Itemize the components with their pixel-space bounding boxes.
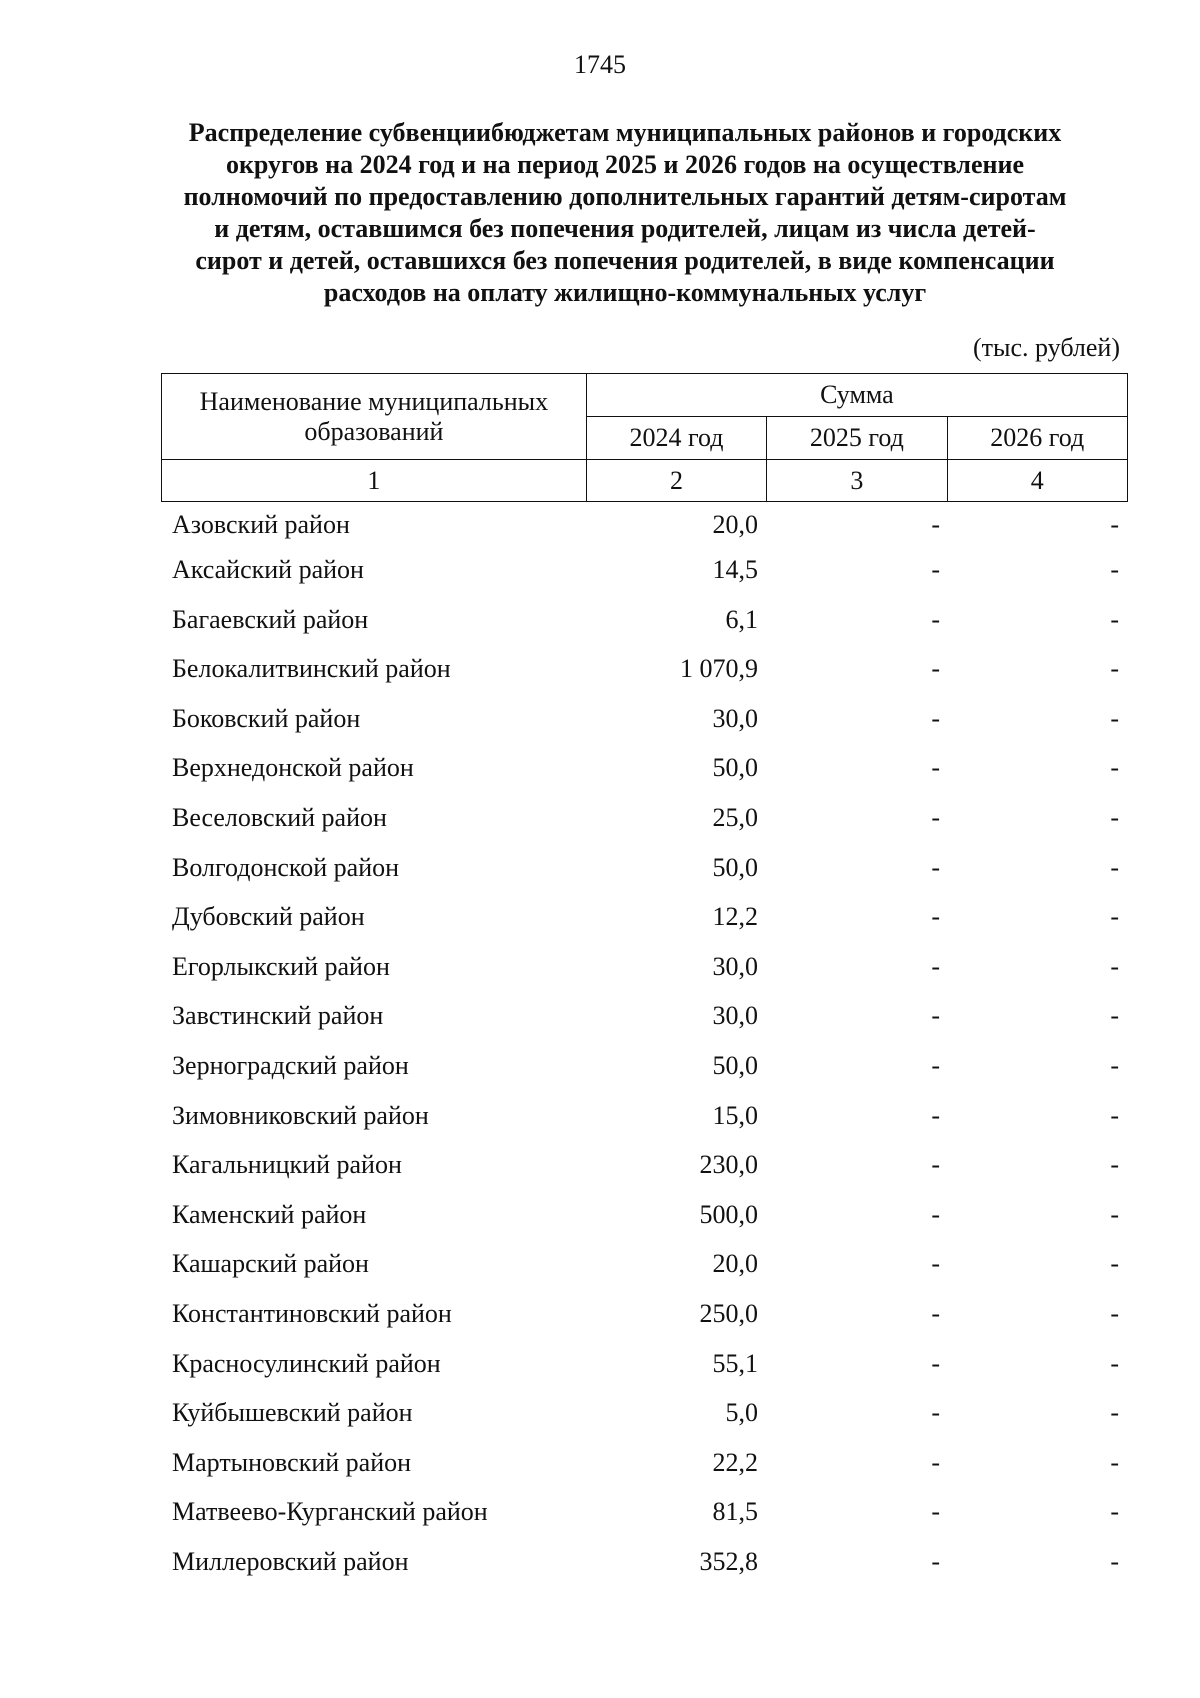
municipality-name: Каменский район (172, 1199, 367, 1229)
table-row (161, 646, 1128, 696)
table-row (161, 1341, 1128, 1391)
amount-2025: - (931, 1398, 940, 1428)
amount-2025: - (931, 555, 940, 584)
amount-2025: - (931, 1497, 940, 1527)
title-line: округов на 2024 год и на период 2025 и 2026 годов на осуществление (225, 150, 1025, 179)
table-row (161, 795, 1128, 845)
header-sum-cell: Сумма (586, 374, 1127, 417)
header-name-cell: Наименование муниципальных образований (162, 374, 587, 460)
amount-2025: - (931, 902, 940, 932)
table-row (161, 597, 1128, 647)
municipality-name: Кашарский район (172, 1249, 369, 1279)
amount-2024: 50,0 (712, 852, 758, 882)
amount-2026: - (1110, 1199, 1119, 1229)
municipality-name: Мартыновский район (172, 1447, 412, 1477)
municipality-name: Веселовский район (172, 802, 387, 832)
amount-2024: 1 070,9 (680, 654, 758, 684)
table-body (161, 502, 1128, 1588)
municipality-name: Егорлыкский район (172, 951, 390, 981)
amount-2025: - (931, 1001, 940, 1031)
amount-2024: 30,0 (712, 1001, 758, 1031)
amount-2025: - (931, 1298, 940, 1328)
column-number-1: 1 (162, 460, 587, 502)
amount-2024: 20,0 (712, 510, 758, 539)
amount-2025: - (931, 1199, 940, 1229)
amount-2024: 500,0 (699, 1199, 758, 1229)
amount-2024: 22,2 (712, 1447, 758, 1477)
amount-2024: 250,0 (699, 1298, 758, 1328)
municipality-name: Константиновский район (172, 1298, 452, 1328)
table-row (161, 1241, 1128, 1291)
title-line: сирот и детей, оставшихся без попечения родителей, в виде компенсации (195, 246, 1055, 275)
table-row (161, 1192, 1128, 1242)
amount-2024: 352,8 (699, 1546, 758, 1576)
municipality-name: Боковский район (172, 703, 361, 733)
amount-2024: 14,5 (712, 555, 758, 584)
amount-2024: 30,0 (712, 951, 758, 981)
table-row (161, 1489, 1128, 1539)
title-line: полномочий по предоставлению дополнительных гарантий детям-сиротам (183, 182, 1067, 211)
amount-2026: - (1110, 1150, 1119, 1180)
column-number-2: 2 (586, 460, 766, 502)
amount-2026: - (1110, 753, 1119, 783)
amount-2025: - (931, 753, 940, 783)
municipality-name: Аксайский район (172, 555, 364, 584)
amount-2026: - (1110, 1050, 1119, 1080)
table-row (161, 894, 1128, 944)
amount-2024: 6,1 (725, 604, 758, 634)
amount-2025: - (931, 604, 940, 634)
amount-2025: - (931, 1100, 940, 1130)
table-row (161, 502, 1128, 547)
table-row (161, 993, 1128, 1043)
municipality-name: Верхнедонской район (172, 753, 414, 783)
table-row (161, 1291, 1128, 1341)
table-row (161, 1390, 1128, 1440)
municipality-name: Красносулинский район (172, 1348, 441, 1378)
amount-2025: - (931, 703, 940, 733)
title-line: Распределение субвенциибюджетам муниципальных районов и городских (188, 118, 1062, 147)
column-number-4: 4 (947, 460, 1127, 502)
amount-2024: 81,5 (712, 1497, 758, 1527)
table-header (161, 373, 1128, 502)
amount-2024: 25,0 (712, 802, 758, 832)
table-row (161, 1440, 1128, 1490)
amount-2026: - (1110, 1398, 1119, 1428)
amount-2026: - (1110, 1249, 1119, 1279)
table-row (161, 1043, 1128, 1093)
title-line: расходов на оплату жилищно-коммунальных услуг (323, 278, 927, 307)
municipality-name: Азовский район (172, 510, 350, 539)
amount-2026: - (1110, 510, 1119, 539)
amount-2026: - (1110, 1298, 1119, 1328)
amount-2024: 50,0 (712, 1050, 758, 1080)
municipality-name: Кагальницкий район (172, 1150, 402, 1180)
municipality-name: Куйбышевский район (172, 1398, 413, 1428)
amount-2025: - (931, 1447, 940, 1477)
table-row (161, 696, 1128, 746)
amount-2024: 55,1 (712, 1348, 758, 1378)
table-row (161, 1093, 1128, 1143)
amount-2026: - (1110, 1100, 1119, 1130)
municipality-name: Матвеево-Курганский район (172, 1497, 488, 1527)
municipality-name: Зерноградский район (172, 1050, 409, 1080)
table-row (161, 745, 1128, 795)
title-line: и детям, оставшимся без попечения родителей, лицам из числа детей- (214, 214, 1036, 243)
table-row (161, 845, 1128, 895)
amount-2025: - (931, 1050, 940, 1080)
column-number-3: 3 (767, 460, 947, 502)
municipality-name: Миллеровский район (172, 1546, 409, 1576)
amount-2025: - (931, 510, 940, 539)
amount-2024: 30,0 (712, 703, 758, 733)
municipality-name: Багаевский район (172, 604, 369, 634)
amount-2024: 12,2 (712, 902, 758, 932)
amount-2025: - (931, 1150, 940, 1180)
amount-2026: - (1110, 852, 1119, 882)
amount-2025: - (931, 654, 940, 684)
amount-2026: - (1110, 902, 1119, 932)
amount-2026: - (1110, 604, 1119, 634)
table-row (161, 1142, 1128, 1192)
municipality-name: Дубовский район (172, 902, 365, 932)
header-year-2025: 2025 год (767, 417, 947, 460)
table-row (161, 1539, 1128, 1589)
amount-2024: 230,0 (699, 1150, 758, 1180)
amount-2025: - (931, 1348, 940, 1378)
amount-2026: - (1110, 703, 1119, 733)
amount-2026: - (1110, 802, 1119, 832)
amount-2026: - (1110, 1348, 1119, 1378)
header-year-2026: 2026 год (947, 417, 1127, 460)
header-year-2024: 2024 год (586, 417, 766, 460)
amount-2026: - (1110, 1497, 1119, 1527)
document-title (150, 117, 1100, 309)
municipality-name: Завстинский район (172, 1001, 384, 1031)
municipality-name: Белокалитвинский район (172, 654, 451, 684)
amount-2026: - (1110, 555, 1119, 584)
table-row (161, 944, 1128, 994)
amount-2025: - (931, 802, 940, 832)
amount-2026: - (1110, 951, 1119, 981)
amount-2026: - (1110, 654, 1119, 684)
municipality-name: Зимовниковский район (172, 1100, 429, 1130)
amount-2026: - (1110, 1546, 1119, 1576)
units-label: (тыс. рублей) (972, 333, 1120, 362)
amount-2025: - (931, 852, 940, 882)
amount-2026: - (1110, 1447, 1119, 1477)
table-row (161, 547, 1128, 597)
amount-2024: 20,0 (712, 1249, 758, 1279)
page-number: 1745 (574, 50, 626, 79)
amount-2025: - (931, 1249, 940, 1279)
amount-2025: - (931, 951, 940, 981)
municipality-name: Волгодонской район (172, 852, 400, 882)
amount-2024: 50,0 (712, 753, 758, 783)
amount-2026: - (1110, 1001, 1119, 1031)
amount-2024: 5,0 (725, 1398, 758, 1428)
amount-2025: - (931, 1546, 940, 1576)
amount-2024: 15,0 (712, 1100, 758, 1130)
